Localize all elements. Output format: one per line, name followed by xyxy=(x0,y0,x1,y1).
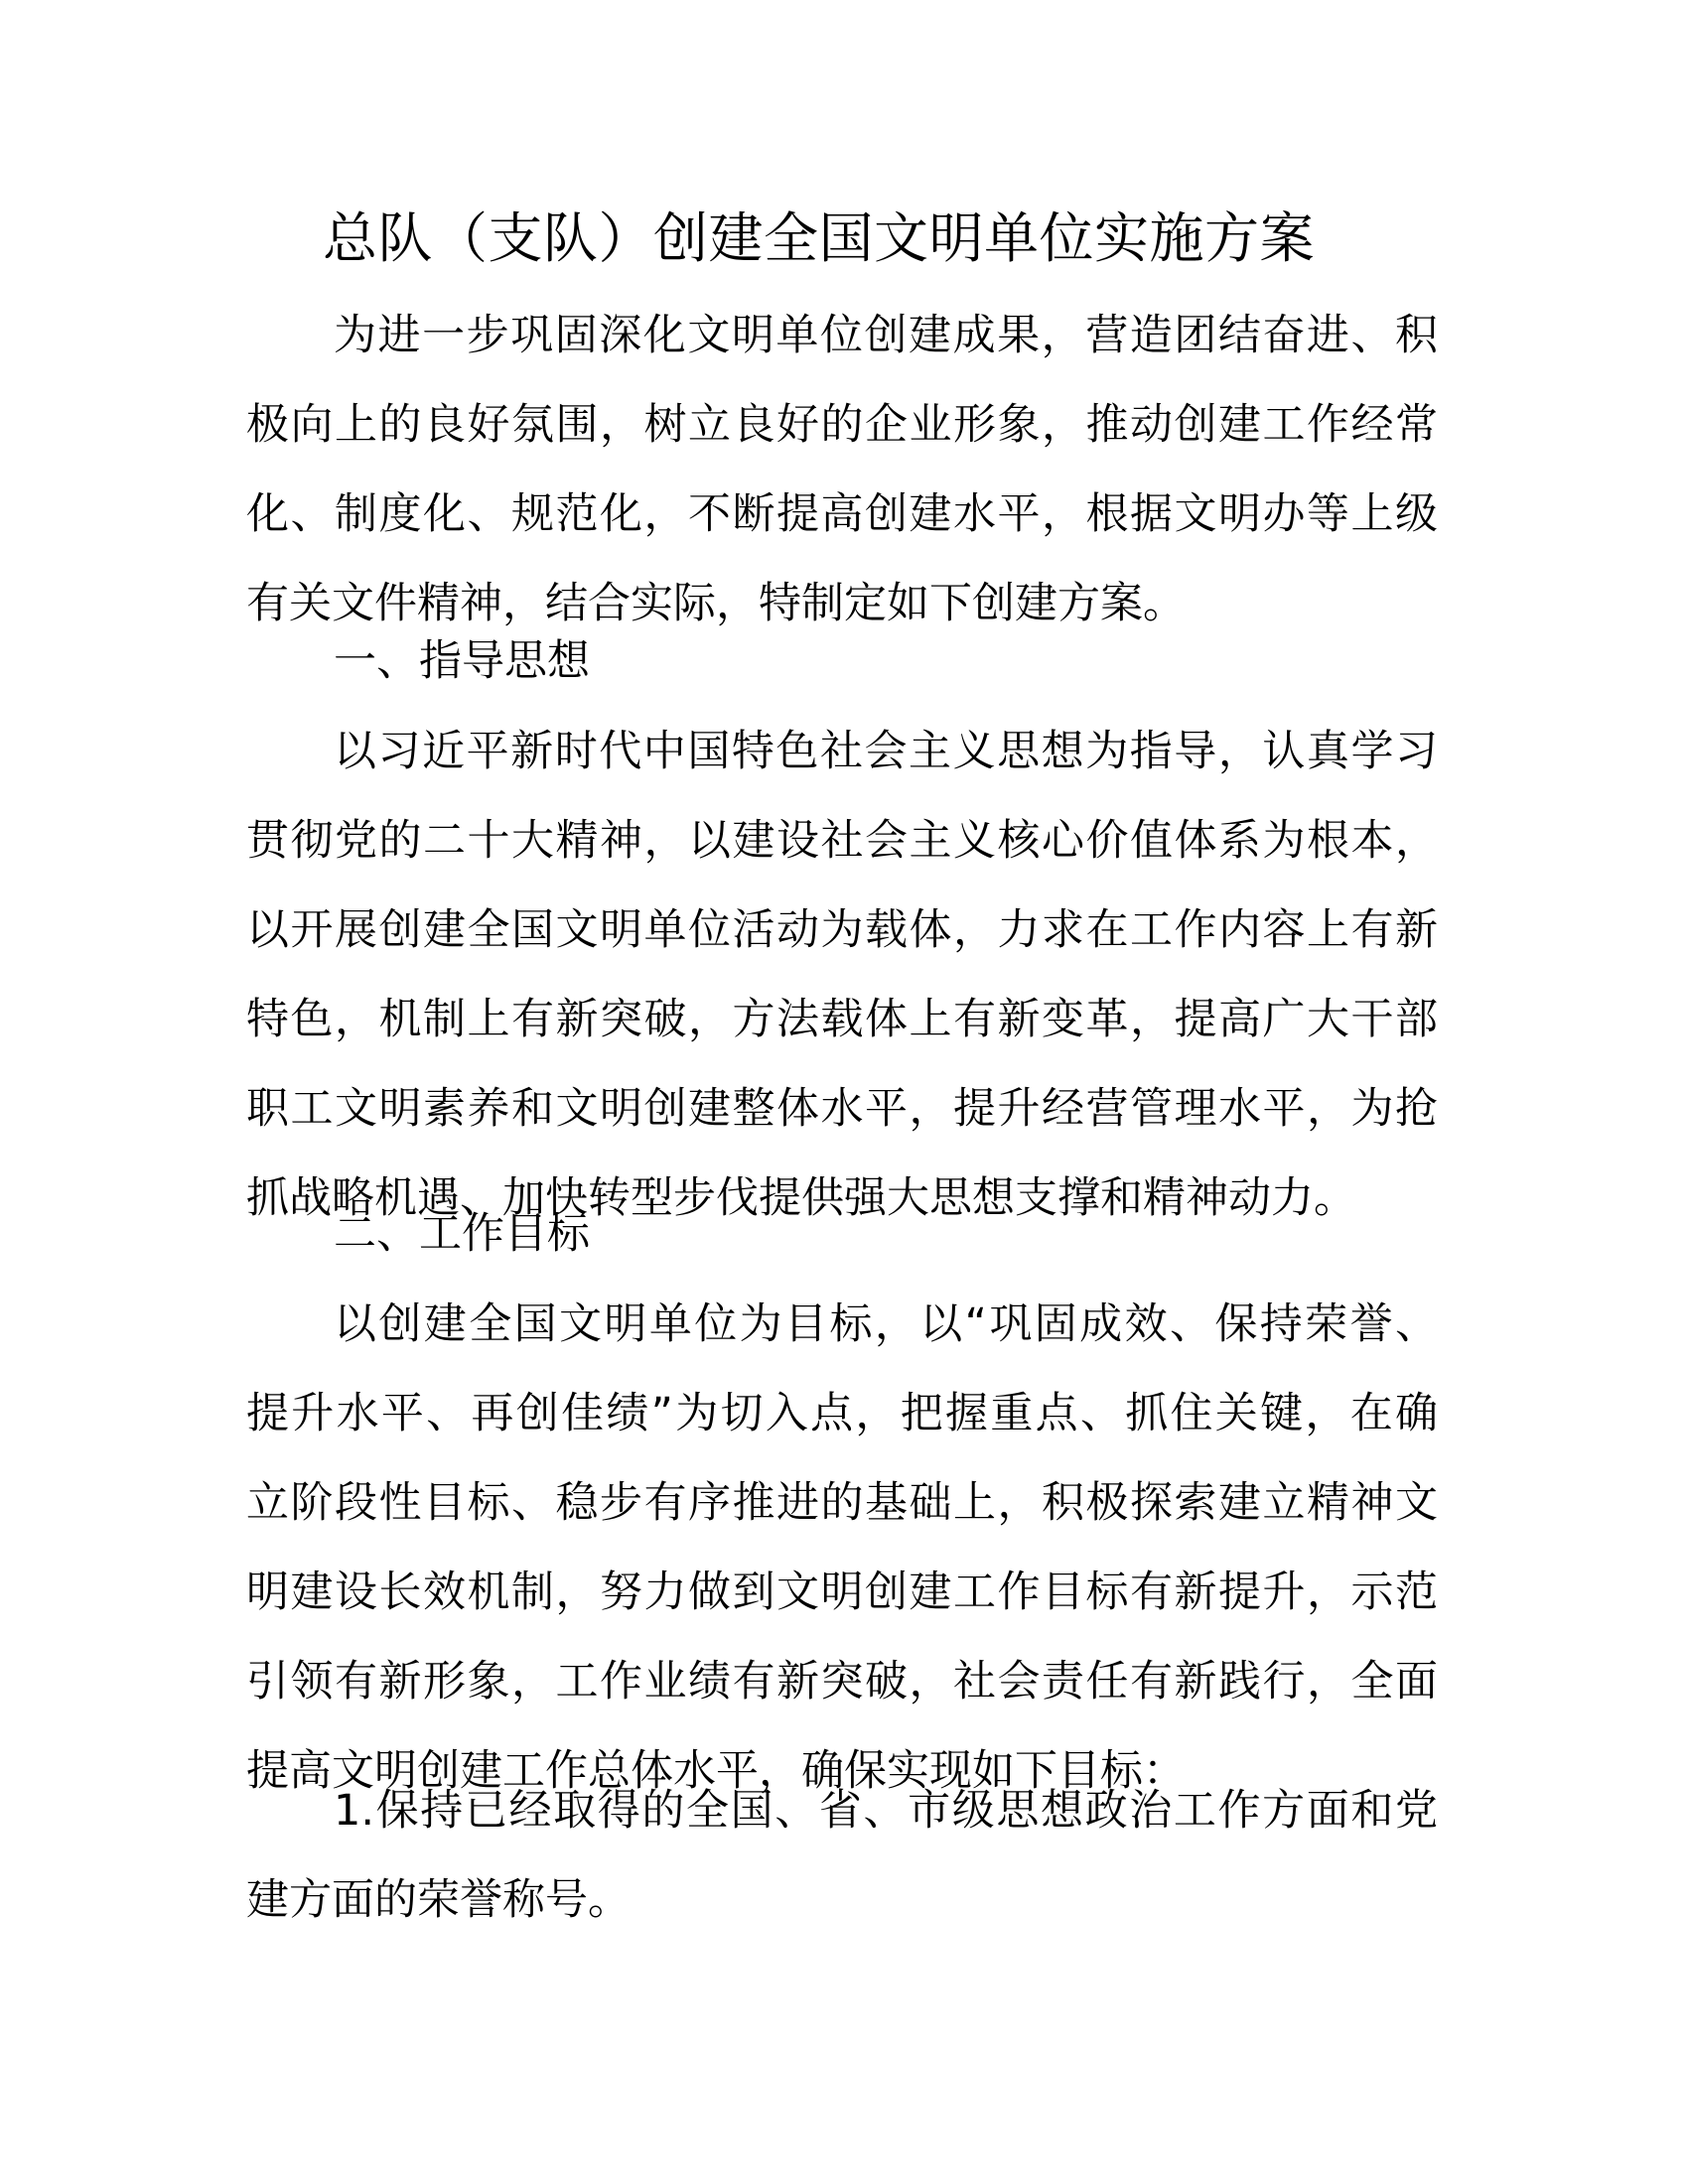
document-title: 总队（支队）创建全国文明单位实施方案 xyxy=(323,206,1316,270)
paragraph-line: 明建设长效机制，努力做到文明创建工作目标有新提升，示范 xyxy=(246,1568,1438,1617)
paragraph-line: 贯彻党的二十大精神，以建设社会主义核心价值体系为根本， xyxy=(246,816,1438,866)
section-heading-guiding-ideology: 一、指导思想 xyxy=(334,636,590,686)
intro-paragraph xyxy=(246,291,1438,648)
paragraph-line: 提升水平、再创佳绩”为切入点，把握重点、抓住关键，在确 xyxy=(246,1389,1438,1438)
section2-paragraph xyxy=(246,1280,1438,1816)
paragraph-line: 特色，机制上有新突破，方法载体上有新变革，提高广大干部 xyxy=(246,995,1438,1044)
paragraph-line: 有关文件精神，结合实际，特制定如下创建方案。 xyxy=(246,579,1186,628)
paragraph-line: 1.保持已经取得的全国、省、市级思想政治工作方面和党 xyxy=(334,1786,1438,1836)
paragraph-line: 极向上的良好氛围，树立良好的企业形象，推动创建工作经常 xyxy=(246,400,1438,450)
paragraph-line: 提高文明创建工作总体水平，确保实现如下目标： xyxy=(246,1746,1186,1796)
section-heading-work-goals: 二、工作目标 xyxy=(334,1209,590,1259)
goal-item-1 xyxy=(246,1766,1438,1945)
paragraph-line: 以创建全国文明单位为目标，以“巩固成效、保持荣誉、 xyxy=(334,1299,1438,1349)
paragraph-line: 为进一步巩固深化文明单位创建成果，营造团结奋进、积 xyxy=(334,311,1438,360)
paragraph-line: 以习近平新时代中国特色社会主义思想为指导，认真学习 xyxy=(334,727,1438,776)
paragraph-line: 建方面的荣誉称号。 xyxy=(246,1875,631,1925)
section1-paragraph xyxy=(246,707,1438,1243)
paragraph-line: 化、制度化、规范化，不断提高创建水平，根据文明办等上级 xyxy=(246,489,1438,539)
paragraph-line: 抓战略机遇、加快转型步伐提供强大思想支撑和精神动力。 xyxy=(246,1173,1356,1223)
paragraph-line: 引领有新形象，工作业绩有新突破，社会责任有新践行，全面 xyxy=(246,1657,1438,1706)
paragraph-line: 立阶段性目标、稳步有序推进的基础上，积极探索建立精神文 xyxy=(246,1478,1438,1528)
paragraph-line: 以开展创建全国文明单位活动为载体，力求在工作内容上有新 xyxy=(246,905,1438,955)
paragraph-line: 职工文明素养和文明创建整体水平，提升经营管理水平，为抢 xyxy=(246,1084,1438,1134)
